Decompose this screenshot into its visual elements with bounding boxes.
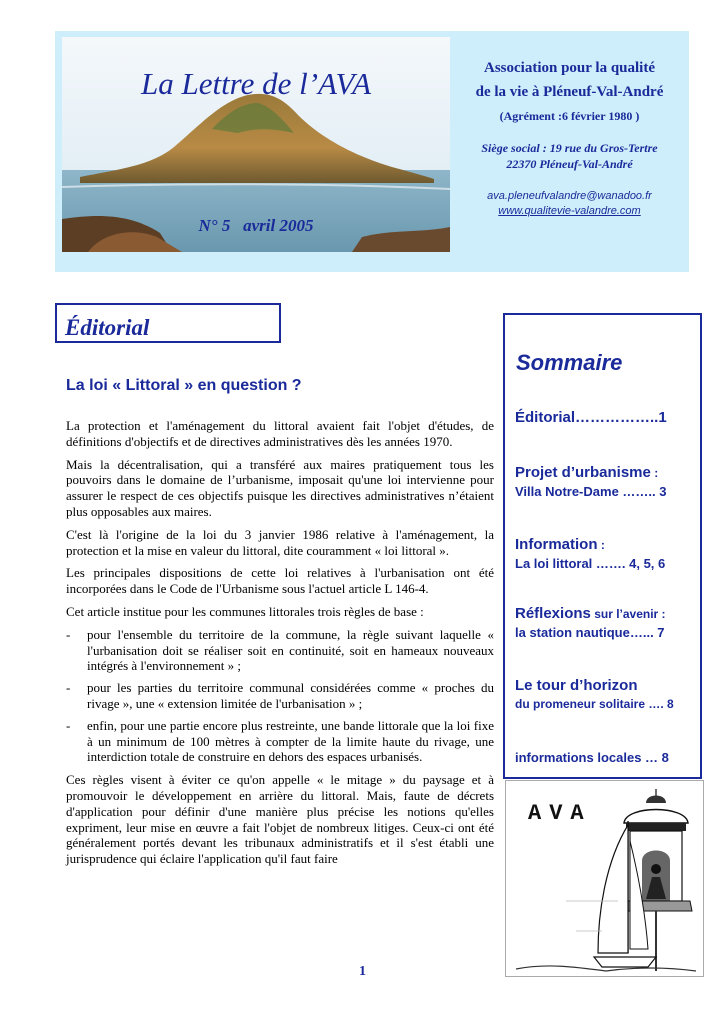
sommaire-box [503,313,702,779]
association-name-line1: Association pour la qualité [484,60,655,76]
siege-address-line2: 22370 Pléneuf-Val-André [506,157,633,171]
sommaire-item-editorial[interactable] [515,409,695,427]
association-info [450,56,689,219]
sommaire-item-tour-horizon[interactable] [515,677,695,711]
sommaire-item-head: informations locales … 8 [515,750,669,765]
sommaire-item-detail: la station nautique…... 7 [515,625,665,640]
sommaire-title: Sommaire [516,350,623,375]
association-name-line2: de la vie à Pléneuf-Val-André [475,84,664,100]
rule-item: - pour les parties du territoire communal considérées comme « proches du rivage », une « extension limitée de l'urbanisation » ; [66,680,494,712]
sommaire-item-head: Le tour d’horizon [515,677,638,694]
sommaire-item-head: Éditorial……………..1 [515,409,667,426]
rule-item: - pour l'ensemble du territoire de la commune, la règle suivant laquelle « l'urbanisation doit se réaliser soit en continuité, soit en hameaux nouveaux intégrés à l'environnement » ; [66,627,494,674]
sommaire-item-head: Projet d’urbanisme [515,464,651,481]
agrement-date: (Agrément :6 février 1980 ) [499,109,640,123]
sommaire-item-detail: La loi littoral ……. 4, 5, 6 [515,556,666,571]
paragraph: Cet article institue pour les communes littorales trois règles de base : [66,603,424,619]
sommaire-item-head: Réflexions [515,605,591,622]
sommaire-item-reflexions[interactable] [515,605,695,640]
sommaire-item-detail: Villa Notre-Dame …….. 3 [515,484,667,499]
issue-number: N° 5 avril 2005 [198,216,314,235]
editorial-heading: Éditorial [55,303,281,343]
paragraph: La protection et l'aménagement du littoral avaient fait l'objet d'études, de définitions d'objectifs et de directives administratives dès les années 1970. [66,418,494,449]
paragraph: C'est là l'origine de la loi du 3 janvier 1986 relative à l'aménagement, la protection et la mise en valeur du littoral, dite couramment « loi littoral ». [66,526,494,558]
newsletter-title: La Lettre de l’AVA [140,66,372,101]
sailboat-lighthouse-icon [506,781,703,976]
page-number: 1 [359,964,366,979]
paragraph: Ces règles visent à éviter ce qu'on appelle « le mitage » du paysage et à promouvoir le développement en arrière du littoral. Mais, faute de décrets d'application pour définir d'une manière plus précise les notions qu'elles expriment, leur mise en œuvre a fait l'objet de nombreux litiges. Ceux-ci ont été généralement portés devant les tribunaux administratifs et il s'est établi une jurisprudence qui éclaire l'application qu'il faut faire [66,772,494,867]
rule-item: - enfin, pour une partie encore plus restreinte, une bande littorale que la loi fixe à un minimum de 100 mètres à compter de la limite haute du rivage, une interdiction totale de construire en dehors des espaces urbanisés. [66,718,494,765]
logo-text: AVA [528,801,592,826]
email-link[interactable]: ava.pleneufvalandre@wanadoo.fr [487,190,652,202]
sommaire-item-tail: : [650,466,659,480]
editorial-subtitle: La loi « Littoral » en question ? [66,377,302,394]
website-link[interactable]: www.qualitevie-valandre.com [498,205,641,217]
sommaire-item-tail: sur l’avenir : [590,607,666,621]
sommaire-item-head: Information [515,536,598,553]
siege-address-line1: Siège social : 19 rue du Gros-Tertre [481,141,658,155]
sommaire-item-tail: : [597,538,605,552]
sommaire-item-urbanisme[interactable] [515,464,695,499]
paragraph: Mais la décentralisation, qui a transféré aux maires pratiquement tous les pouvoirs dans le domaine de l’urbanisme, imposait qu'une loi intervienne pour assurer le respect de ces objectifs puisque les directives administratives n’étaient plus opposables aux maires. [66,456,494,519]
sommaire-item-informations-locales[interactable] [515,749,695,767]
editorial-body [66,418,494,874]
paragraph: Les principales dispositions de cette loi relatives à l'urbanisation ont été incorporées dans le Code de l'Urbanisme sous l'actuel article L 146-4. [66,565,494,597]
sommaire-item-detail: du promeneur solitaire …. 8 [515,697,674,711]
ava-logo [505,780,704,977]
sommaire-item-information[interactable] [515,536,695,571]
rules-list [66,627,494,765]
